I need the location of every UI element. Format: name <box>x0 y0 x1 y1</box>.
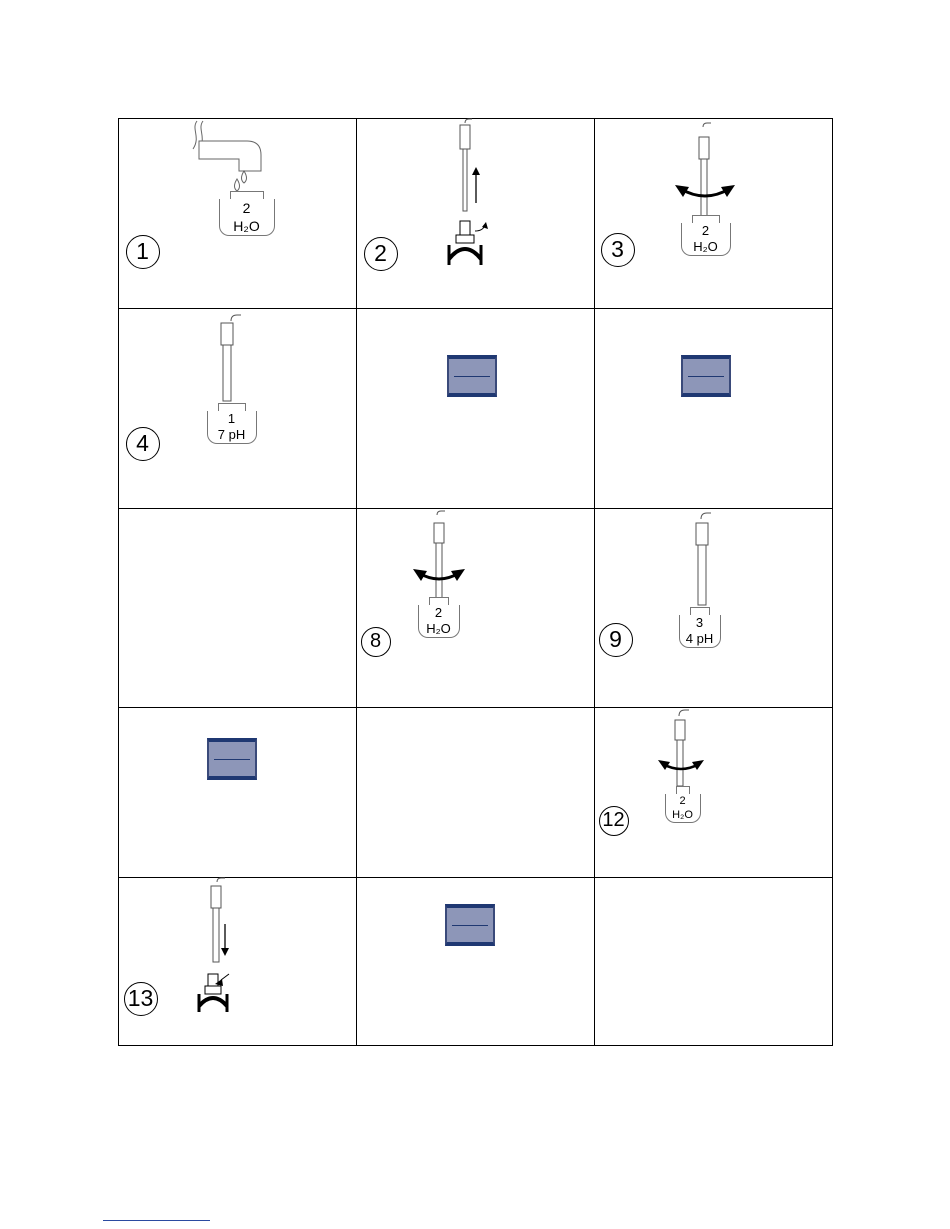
bottle-number: 3 <box>695 614 704 630</box>
step-cell-2 <box>356 118 595 309</box>
bottle-h2o <box>681 223 731 256</box>
swirl-arrow-icon <box>357 509 594 707</box>
bottle-label: 7 pH <box>217 426 246 442</box>
bottle-h2o <box>219 199 275 236</box>
step-cell-11 <box>356 707 595 878</box>
bottle-cap <box>690 607 710 615</box>
step-cell-14 <box>356 877 595 1046</box>
step-cell-5 <box>356 308 595 509</box>
step-cell-12 <box>594 707 833 878</box>
bottle-number: 2 <box>701 222 710 238</box>
step-cell-9 <box>594 508 833 708</box>
step-cell-6 <box>594 308 833 509</box>
step-number: 8 <box>361 627 391 657</box>
bottle-label: H₂O <box>672 808 693 821</box>
screen-line <box>452 925 488 927</box>
bottle-cap <box>230 191 264 199</box>
step-cell-10 <box>118 707 357 878</box>
bottle-number: 1 <box>227 410 236 426</box>
step-number: 1 <box>126 235 160 269</box>
instruction-grid <box>118 118 832 1045</box>
screen-line <box>688 376 724 378</box>
step-cell-7 <box>118 508 357 708</box>
step-cell-3 <box>594 118 833 309</box>
step-number: 9 <box>599 623 633 657</box>
swirl-arrow-icon <box>595 119 832 308</box>
bottle-number: 2 <box>679 794 686 807</box>
bottle-label: H₂O <box>426 620 451 636</box>
bottle-h2o <box>665 794 701 823</box>
step-number: 3 <box>601 233 635 267</box>
step-cell-4 <box>118 308 357 509</box>
step-cell-13 <box>118 877 357 1046</box>
display-screen-icon <box>447 355 497 397</box>
footnote-separator <box>103 1220 210 1221</box>
bottle-4ph <box>679 615 721 648</box>
step-cell-8 <box>356 508 595 708</box>
display-screen-icon <box>445 904 495 946</box>
pipe-clamp-icon <box>357 119 594 308</box>
step-cell-1 <box>118 118 357 309</box>
bottle-7ph <box>207 411 257 444</box>
probe-icon <box>595 509 832 707</box>
bottle-label: H₂O <box>233 217 260 234</box>
step-number: 2 <box>364 237 398 271</box>
bottle-number: 2 <box>242 199 251 216</box>
pipe-clamp-icon <box>119 878 356 1045</box>
bottle-number: 2 <box>434 604 443 620</box>
step-number: 13 <box>124 982 158 1016</box>
bottle-h2o <box>418 605 460 638</box>
display-screen-icon <box>681 355 731 397</box>
bottle-cap <box>692 215 720 223</box>
step-number: 12 <box>599 806 629 836</box>
bottle-cap <box>676 786 690 794</box>
step-cell-15 <box>594 877 833 1046</box>
screen-line <box>214 759 250 761</box>
bottle-cap <box>218 403 246 411</box>
bottle-label: 4 pH <box>685 630 714 646</box>
bottle-cap <box>429 597 449 605</box>
screen-line <box>454 376 490 378</box>
bottle-label: H₂O <box>693 238 718 254</box>
step-number: 4 <box>126 427 160 461</box>
swirl-arrow-icon <box>595 708 832 877</box>
display-screen-icon <box>207 738 257 780</box>
